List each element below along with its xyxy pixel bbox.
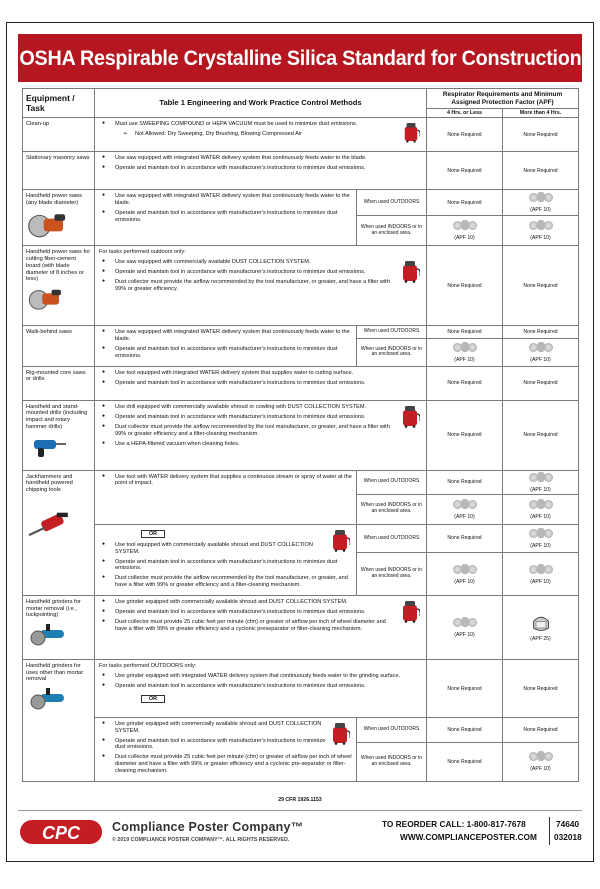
divider [549, 817, 550, 845]
method-item: ● Use drill equipped with commercially available shroud or cowling with DUST COLLECTION SYSTEM. [99, 404, 422, 411]
half-mask-respirator-icon [452, 220, 478, 232]
methods-stationary-saws [95, 152, 427, 190]
equip-grinders-other: Handheld grinders for uses other than mortar removal [23, 660, 95, 782]
req-value: None Required [427, 152, 503, 190]
req-apf: (APF 25) [503, 596, 579, 660]
req-value: None Required [503, 660, 579, 718]
equip-handheld-saws: Handheld power saws (any blade diameter) [23, 190, 95, 246]
method-item: ● Use saw equipped with commercially available DUST COLLECTION SYSTEM. [99, 259, 422, 266]
req-value: None Required [427, 366, 503, 400]
method-item: ● Dust collector must provide the airflow recommended by the tool manufacturer, or greater, and have a filter with 99% or greater efficiency and a filter-cleaning mechanism. [99, 424, 422, 437]
header-methods: Table 1 Engineering and Work Practice Control Methods [95, 89, 427, 118]
equip-grinders-mortar: Handheld grinders for mortar removal (i.e., tuckpointing) [23, 596, 95, 660]
methods-cleanup [95, 118, 427, 152]
req-value: None Required [427, 118, 503, 152]
method-item: ● Operate and maintain tool in accordance with manufacturer's instructions to minimize dust emissions. [99, 346, 352, 359]
method-item: ● Operate and maintain tool in accordance with manufacturer's instructions to minimize dust emissions. [99, 609, 422, 616]
half-mask-respirator-icon [528, 564, 554, 576]
half-mask-respirator-icon [528, 528, 554, 540]
req-value: None Required [503, 400, 579, 470]
power-saw-icon [26, 210, 70, 240]
condition-outdoors: When used OUTDOORS [357, 524, 427, 553]
equip-walk-behind-saws: Walk-behind saws [23, 326, 95, 366]
controls-table [22, 88, 579, 782]
method-item: ● Operate and maintain tool in accordance with manufacturer's instructions to minimize dust emissions. [99, 738, 352, 751]
method-item: ● Operate and maintain tool in accordance with manufacturer's instructions to minimize dust emissions. [99, 559, 352, 572]
rotary-drill-icon [26, 434, 70, 458]
reorder-phone: TO REORDER CALL: 1-800-817-7678 [382, 819, 526, 829]
half-mask-respirator-icon [528, 192, 554, 204]
condition-indoors: When used INDOORS or in an enclosed area. [357, 743, 427, 782]
req-apf: (APF 10) [427, 339, 503, 367]
condition-outdoors: When used OUTDOORS [357, 718, 427, 743]
method-item: ● Dust collector must provide 25 cubic feet per minute (cfm) or greater of airflow per inch of wheel diameter and have a filter with 99% or greater efficiency and a cyclonic preseparator or filter-cleaning mechanism. [99, 619, 422, 632]
methods-rig-core-saws [95, 366, 427, 400]
equip-rig-core-saws: Rig-mounted core saws or drills [23, 366, 95, 400]
req-value: None Required [427, 524, 503, 553]
condition-outdoors: When used OUTDOORS [357, 190, 427, 216]
req-value: None Required [427, 470, 503, 494]
req-value: None Required [503, 366, 579, 400]
poster-title: OSHA Respirable Crystalline Silica Standard for Construction [18, 34, 582, 82]
half-mask-respirator-icon [528, 342, 554, 354]
req-apf: (APF 10) [503, 553, 579, 596]
req-value: None Required [503, 246, 579, 326]
method-item: ● Use grinder equipped with integrated WATER delivery system that continuously feeds water to the grinding surface. [99, 673, 422, 680]
copyright: © 2019 COMPLIANCE POSTER COMPANY™. ALL RIGHTS RESERVED. [112, 837, 290, 843]
condition-indoors: When used INDOORS or in an enclosed area. [357, 339, 427, 367]
method-item: ● Operate and maintain tool in accordance with manufacturer's instructions to minimize dust emissions. [99, 683, 422, 690]
method-subitem: ➢ Not Allowed: Dry Sweeping, Dry Brushing, Blowing Compressed Air [99, 131, 422, 138]
outdoors-only-note: For tasks performed outdoors only: [99, 249, 186, 256]
method-item: ● Operate and maintain tool in accordance with manufacturer's instructions to minimize dust emissions. [99, 269, 422, 276]
req-value: None Required [503, 118, 579, 152]
half-mask-respirator-icon [452, 499, 478, 511]
circular-saw-icon [26, 286, 66, 312]
method-item: ● Use saw equipped with integrated WATER delivery system that continuously feeds water to the blade. [99, 155, 422, 162]
req-apf: (APF 10) [427, 553, 503, 596]
company-name: Compliance Poster Company™ [112, 820, 304, 834]
equip-stationary-saws: Stationary masonry saws [23, 152, 95, 190]
half-mask-respirator-icon [452, 564, 478, 576]
req-apf: (APF 10) [503, 743, 579, 782]
method-item: ● Use saw equipped with integrated WATER delivery system that continuously feeds water to the blade. [99, 193, 352, 206]
jackhammer-icon [26, 510, 70, 544]
half-mask-respirator-icon [528, 472, 554, 484]
website: WWW.COMPLIANCEPOSTER.COM [400, 832, 537, 842]
req-apf: (APF 10) [503, 339, 579, 367]
methods-grinders-mortar [95, 596, 427, 660]
condition-outdoors: When used OUTDOORS [357, 470, 427, 494]
methods-drills [95, 400, 427, 470]
methods-jackhammers-dust [95, 524, 357, 595]
req-value: None Required [427, 743, 503, 782]
condition-outdoors: When used OUTDOORS [357, 326, 427, 339]
req-value: None Required [427, 718, 503, 743]
half-mask-respirator-icon [528, 751, 554, 763]
face-shield-respirator-icon [531, 613, 551, 633]
or-divider: OR [141, 530, 165, 538]
req-apf: (APF 10) [503, 524, 579, 553]
req-apf: (APF 10) [427, 596, 503, 660]
product-number: 74640 [556, 819, 580, 829]
req-value: None Required [427, 190, 503, 216]
method-item: ● Must use SWEEPING COMPOUND or HEPA VACUUM must be used to minimize dust emissions. [99, 121, 422, 128]
method-item: ● Use a HEPA-filtered vacuum when cleaning holes. [99, 441, 422, 448]
header-equipment: Equipment / Task [23, 89, 95, 118]
req-apf: (APF 10) [427, 494, 503, 524]
half-mask-respirator-icon [452, 617, 478, 629]
method-item: ● Operate and maintain tool in accordance with manufacturer's instructions to minimize dust emissions. [99, 210, 352, 223]
methods-handheld-saws [95, 190, 357, 246]
req-value: None Required [427, 660, 503, 718]
method-item: ● Operate and maintain tool in accordance with manufacturer's instructions to minimize dust emissions. [99, 165, 422, 172]
method-item: ● Dust collector must provide the airflow recommended by the tool manufacturer, or greater, and have a filter with 99% or greater efficiency. [99, 279, 422, 292]
req-value: None Required [427, 400, 503, 470]
outdoors-only-note: For tasks performed OUTDOORS only: [99, 663, 197, 670]
methods-grinders-other-water [95, 660, 427, 718]
footer [18, 810, 582, 850]
methods-grinders-other-dust [95, 718, 357, 782]
equip-cleanup: Clean-up [23, 118, 95, 152]
req-apf: (APF 10) [503, 216, 579, 246]
req-value: None Required [427, 326, 503, 339]
method-item: ● Use tool equipped with commercially available shroud and DUST COLLECTION SYSTEM. [99, 542, 352, 555]
cpc-logo [20, 817, 102, 847]
condition-indoors: When used INDOORS or in an enclosed area. [357, 553, 427, 596]
equip-fiber-cement-saws: Handheld power saws for cutting fiber-cement board (with blade diameter of 8 inches or less) [23, 246, 95, 326]
half-mask-respirator-icon [528, 499, 554, 511]
req-apf: (APF 10) [503, 470, 579, 494]
svg-text:CPC: CPC [41, 823, 81, 843]
method-item: ● Use tool equipped with integrated WATER delivery system that supplies water to cutting surface. [99, 370, 422, 377]
req-value: None Required [503, 152, 579, 190]
methods-walk-behind-saws [95, 326, 357, 366]
half-mask-respirator-icon [452, 342, 478, 354]
condition-indoors: When used INDOORS or in an enclosed area. [357, 216, 427, 246]
method-item: ● Dust collector must provide the airflow recommended by the tool manufacturer, or greater, and have a filter with 99% or greater efficiency and a filter-cleaning mechanism. [99, 575, 352, 588]
method-item: ● Use grinder equipped with commercially available shroud and DUST COLLECTION SYSTEM. [99, 721, 352, 734]
header-respirator: Respirator Requirements and Minimum Assigned Protection Factor (APF) [427, 89, 579, 109]
methods-jackhammers-water [95, 470, 357, 524]
method-item: ● Dust collector must provide 25 cubic feet per minute (cfm) or greater of airflow per inch of wheel diameter and have a filter with 99% or greater efficiency and a cyclonic pre-separator or filter-cleaning mechanism. [99, 754, 352, 774]
header-more-4hrs: More than 4 Hrs. [503, 109, 579, 118]
angle-grinder-icon [26, 622, 70, 646]
method-item: ● Operate and maintain tool in accordance with manufacturer's instructions to minimize dust emissions. [99, 414, 422, 421]
req-apf: (APF 10) [503, 494, 579, 524]
method-item: ● Operate and maintain tool in accordance with manufacturer's instructions to minimize dust emissions. [99, 380, 422, 387]
condition-indoors: When used INDOORS or in an enclosed area. [357, 494, 427, 524]
methods-fiber-cement-saws [95, 246, 427, 326]
grinder-icon [26, 686, 70, 710]
req-value: None Required [427, 246, 503, 326]
req-value: None Required [503, 326, 579, 339]
method-item: ● Use saw equipped with integrated WATER delivery system that continuously feeds water to the blade. [99, 329, 352, 342]
date-code: 032018 [554, 832, 582, 842]
req-value: None Required [503, 718, 579, 743]
method-item: ● Use grinder equipped with commercially available shroud and DUST COLLECTION SYSTEM. [99, 599, 422, 606]
or-divider: OR [141, 695, 165, 703]
req-apf: (APF 10) [427, 216, 503, 246]
regulation-citation: 29 CFR 1926.1153 [278, 797, 322, 803]
req-apf: (APF 10) [503, 190, 579, 216]
equip-drills: Handheld and stand-mounted drills (including impact and rotary hammer drills) [23, 400, 95, 470]
header-4hrs-less: 4 Hrs. or Less [427, 109, 503, 118]
half-mask-respirator-icon [528, 220, 554, 232]
method-item: ● Use tool with WATER delivery system that supplies a continuous stream or spray of water at the point of impact. [99, 474, 352, 487]
equip-jackhammers: Jackhammers and handheld powered chipping tools [23, 470, 95, 595]
